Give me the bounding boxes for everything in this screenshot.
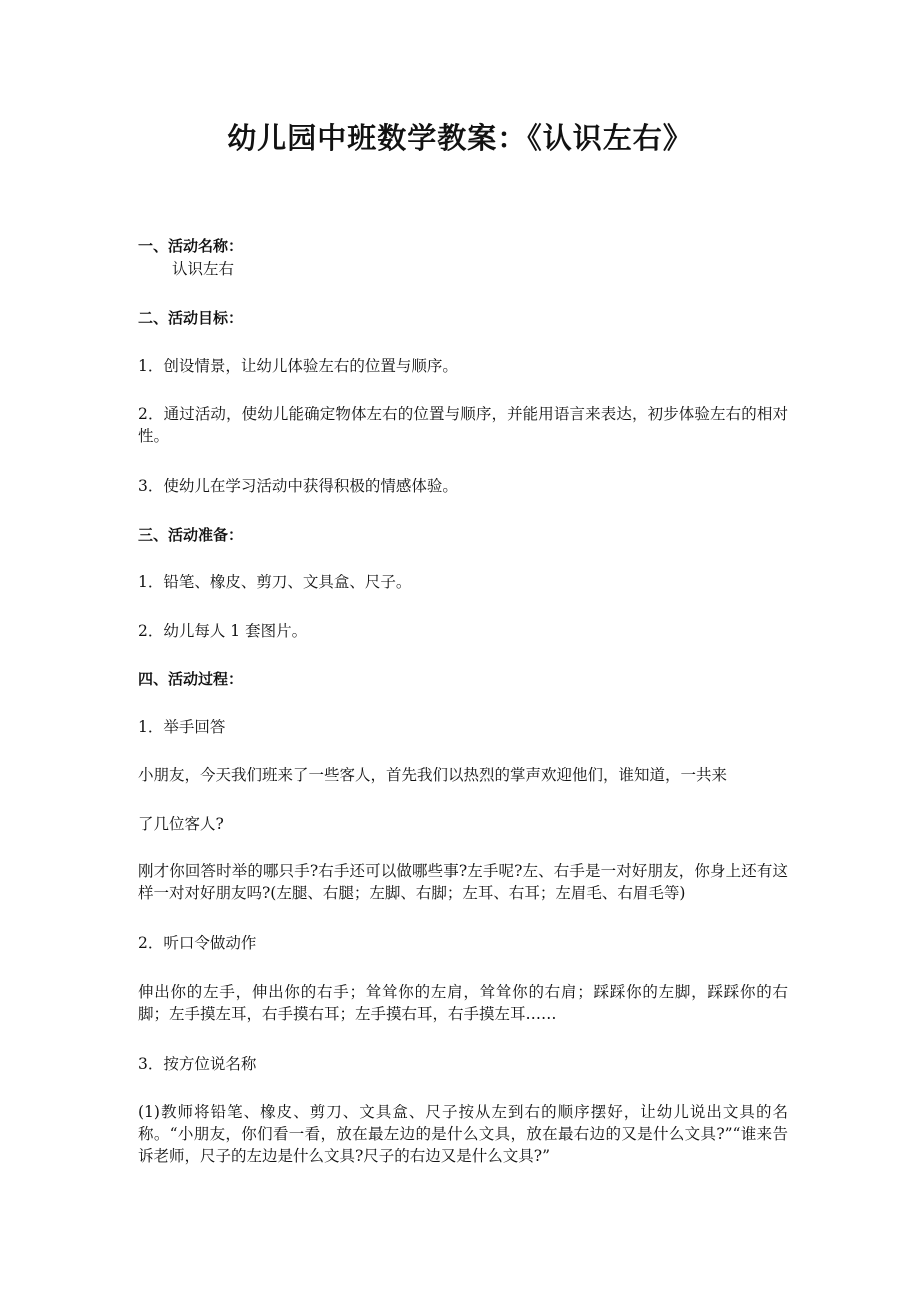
preparation-item: 2．幼儿每人 1 套图片。 <box>138 622 308 640</box>
step-paragraph: 小朋友，今天我们班来了一些客人，首先我们以热烈的掌声欢迎他们，谁知道，一共来 <box>138 766 728 784</box>
preparation-item: 1．铅笔、橡皮、剪刀、文具盒、尺子。 <box>138 573 412 591</box>
goal-item: 3．使幼儿在学习活动中获得积极的情感体验。 <box>138 477 458 495</box>
section-heading-process: 四、活动过程： <box>138 670 244 688</box>
step-paragraph: (1)教师将铅笔、橡皮、剪刀、文具盒、尺子按从左到右的顺序摆好，让幼儿说出文具的名称。“小朋友，你们看一看，放在最左边的是什么文具，放在最右边的又是什么文具?”“谁来告诉老师，尺子的左边是什么文具?尺子的右边又是什么文具?” <box>138 1103 788 1165</box>
document-title: 幼儿园中班数学教案：《认识左右》 <box>227 121 693 155</box>
goal-item: 1．创设情景，让幼儿体验左右的位置与顺序。 <box>138 357 458 375</box>
section-heading-goals: 二、活动目标： <box>138 309 244 327</box>
step-paragraph: 刚才你回答时举的哪只手?右手还可以做哪些事?左手呢?左、右手是一对好朋友，你身上还有这样一对对好朋友吗?(左腿、右腿；左脚、右脚；左耳、右耳；左眉毛、右眉毛等) <box>138 862 788 902</box>
step-paragraph: 了几位客人? <box>138 815 224 833</box>
activity-name-text: 认识左右 <box>172 260 235 278</box>
section-heading-activity-name: 一、活动名称： <box>138 237 244 255</box>
goal-item: 2．通过活动，使幼儿能确定物体左右的位置与顺序，并能用语言来表达，初步体验左右的相对性。 <box>138 405 788 445</box>
step-title: 2．听口令做动作 <box>138 934 257 952</box>
step-title: 3．按方位说名称 <box>138 1055 257 1073</box>
step-paragraph: 伸出你的左手，伸出你的右手；耸耸你的左肩，耸耸你的右肩；踩踩你的左脚，踩踩你的右脚；左手摸左耳，右手摸右耳；左手摸右耳，右手摸左耳…… <box>138 983 788 1023</box>
section-heading-preparation: 三、活动准备： <box>138 526 244 544</box>
step-title: 1．举手回答 <box>138 718 226 736</box>
